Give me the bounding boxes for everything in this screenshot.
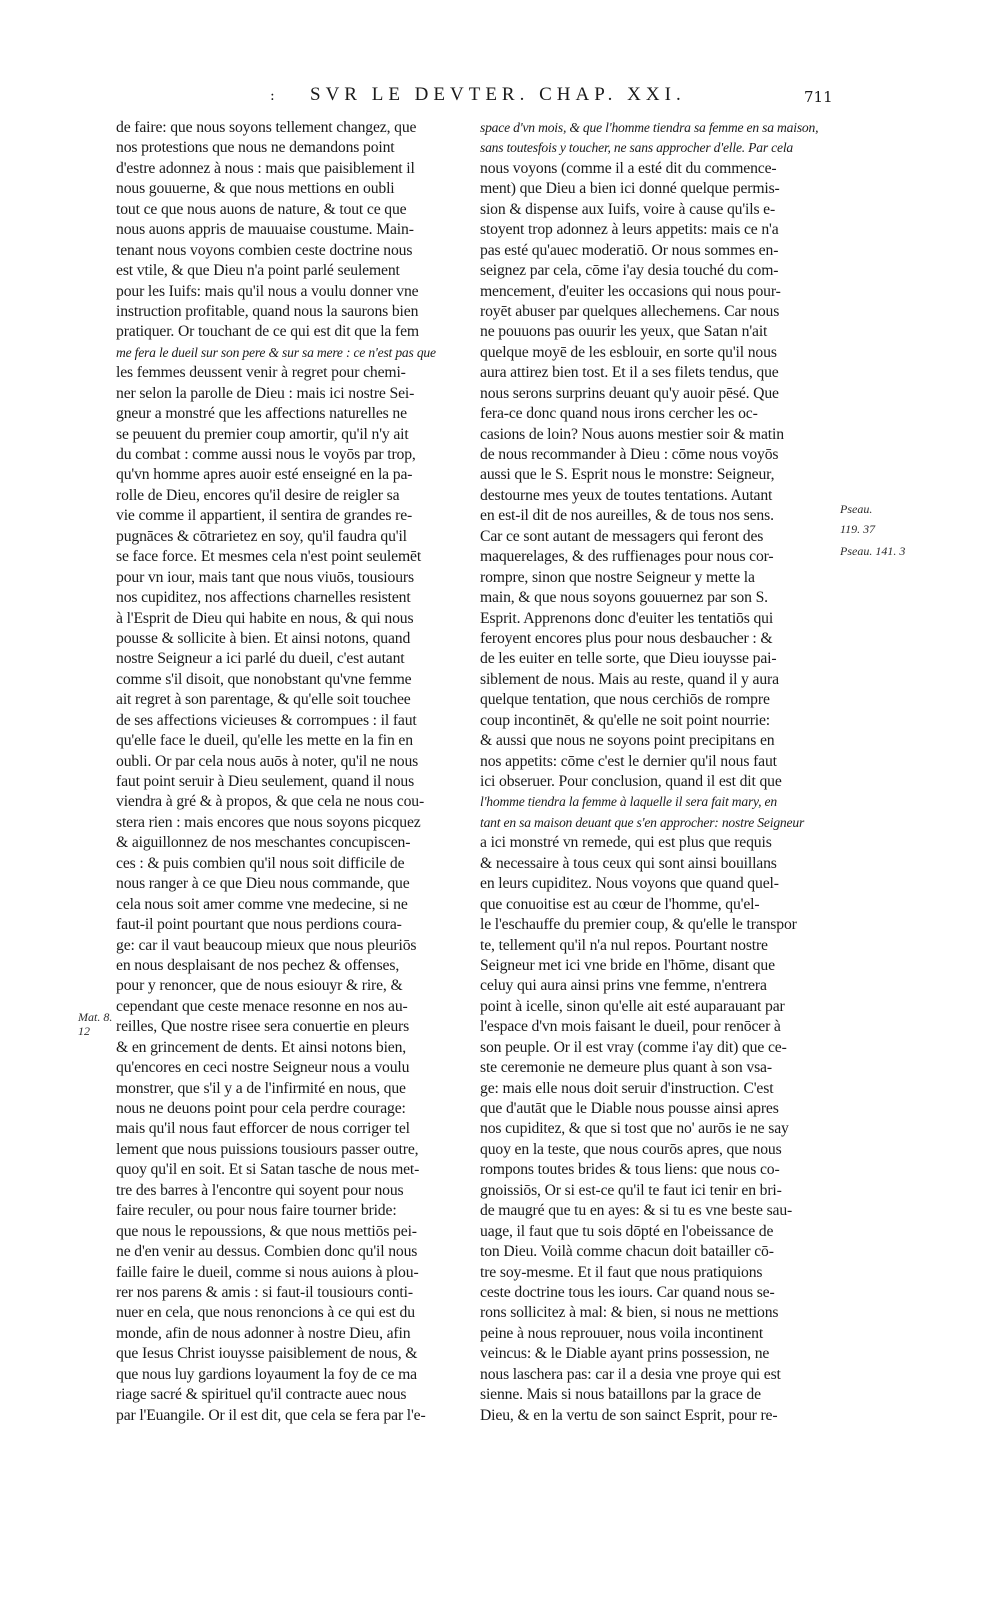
- text-line: les femmes deussent venir à regret pour chemi-: [116, 364, 406, 382]
- text-line: quoy en la teste, que nous courōs apres, que nous: [480, 1140, 782, 1158]
- text-line: nos protestions que nous ne demandons point: [116, 139, 395, 157]
- text-line: & en grincement de dents. Et ainsi notons bien,: [116, 1038, 407, 1056]
- text-line: pour vn iour, mais tant que nous viuōs, tousiours: [116, 568, 414, 586]
- text-line: instruction profitable, quand nous la saurons bien: [116, 302, 419, 320]
- text-line: seignez par cela, cōme i'ay desia touché du com-: [480, 262, 779, 280]
- text-line: pousse & sollicite à bien. Et ainsi notons, quand: [116, 629, 411, 647]
- text-line: a ici monstré vn remede, qui est plus que requis: [480, 834, 772, 852]
- text-line: ceste doctrine tous les iours. Car quand nous se-: [480, 1283, 775, 1301]
- text-line: par l'Euangile. Or il est dit, que cela se fera par l'e-: [116, 1406, 426, 1424]
- text-line: faille faire le dueil, comme si nous auions à plou-: [116, 1263, 419, 1281]
- text-line: que Iesus Christ iouysse paisiblement de nous, &: [116, 1345, 418, 1363]
- text-line: Car ce sont autant de messagers qui feront des: [480, 527, 764, 545]
- text-line: siblement de nous. Mais au reste, quand il y aura: [480, 670, 779, 688]
- text-line: tenant nous voyons combien ceste doctrine nous: [116, 241, 413, 259]
- text-line: de maugré que tu en ayes: & si tu es vne beste sau-: [480, 1202, 793, 1220]
- text-line: ste ceremonie ne demeure plus quant à son vsa-: [480, 1059, 772, 1077]
- text-line: faut-il point pourtant que nous perdions coura-: [116, 916, 402, 934]
- margin-note-psalm-1: Pseau.: [840, 502, 873, 516]
- text-line: de faire: que nous soyons tellement changez, que: [116, 119, 417, 136]
- running-head-title: SVR LE DEVTER. CHAP. XXI.: [310, 84, 686, 105]
- text-line: nous ranger à ce que Dieu nous commande, que: [116, 875, 410, 893]
- text-line: Esprit. Apprenons donc d'euiter les tentatiōs qui: [480, 609, 774, 627]
- text-line: nous auons appris de mauuaise coustume. Main-: [116, 221, 414, 239]
- text-line: point à icelle, sinon qu'elle ait esté auparauant par: [480, 997, 785, 1015]
- text-line: reilles, Que nostre risee sera conuertie en pleurs: [116, 1018, 410, 1036]
- text-line: pour les Iuifs: mais qu'il nous a voulu donner vne: [116, 282, 419, 300]
- text-line: qu'vn homme apres auoir esté enseigné en la pa-: [116, 466, 413, 484]
- text-line: me fera le dueil sur son pere & sur sa mere : ce n'est pas que: [116, 344, 436, 360]
- margin-note-psalm-2: 119. 37: [840, 522, 876, 536]
- text-line: Dieu, & en la vertu de son sainct Esprit, pour re-: [480, 1406, 778, 1424]
- text-line: pugnāces & cōtrarietez en soy, qu'il faudra qu'il: [116, 527, 407, 545]
- text-line: monstrer, que s'il y a de l'infirmité en nous, que: [116, 1079, 406, 1097]
- text-line: qu'encores en ceci nostre Seigneur nous a voulu: [116, 1059, 410, 1077]
- text-line: le l'eschauffe du premier coup, & qu'elle le transpor: [480, 916, 797, 934]
- margin-note-line: 12: [78, 1024, 90, 1038]
- page-number: 711: [804, 88, 833, 106]
- text-line: ne pouuons pas ouurir les yeux, que Satan n'ait: [480, 323, 768, 341]
- text-line: pour y renoncer, que de nous esiouyr & rire, &: [116, 977, 403, 995]
- text-line: coup incontinēt, & qu'elle ne soit point nourrie:: [480, 711, 770, 729]
- text-line: faire reculer, ou pour nous faire tourner bride:: [116, 1202, 397, 1220]
- text-line: uage, il faut que tu sois dōpté en l'obeissance de: [480, 1222, 774, 1240]
- text-line: sion & dispense aux Iuifs, voire à cause qu'ils e-: [480, 200, 776, 218]
- text-line: à l'Esprit de Dieu qui habite en nous, & qui nous: [116, 609, 414, 627]
- text-line: rons sollicitez à mal: & bien, si nous ne mettions: [480, 1304, 779, 1322]
- text-line: rompons toutes brides & tous liens: que nous co-: [480, 1161, 780, 1179]
- text-line: feroyent encores plus pour nous desbaucher : &: [480, 629, 773, 647]
- text-line: nos appetits: cōme c'est le dernier qu'il nous faut: [480, 752, 777, 770]
- text-line: en nous desplaisant de nos pechez & offenses,: [116, 956, 400, 974]
- text-line: tre des barres à l'encontre qui soyent pour nous: [116, 1181, 404, 1199]
- text-line: de les euiter en telle sorte, que Dieu iouysse pai-: [480, 650, 777, 668]
- text-line: & aussi que nous ne soyons point precipitans en: [480, 732, 775, 750]
- text-line: nous voyons (comme il a esté dit du commence-: [480, 159, 777, 177]
- text-line: qu'elle face le dueil, qu'elle les mette en la fin en: [116, 732, 413, 750]
- text-line: nous ne deuons point pour cela perdre courage:: [116, 1100, 406, 1117]
- text-line: ait regret à son parentage, & qu'elle soit touchee: [116, 691, 411, 709]
- text-line: que d'autāt que le Diable nous pousse ainsi apres: [480, 1100, 779, 1117]
- text-line: quoy qu'il en soit. Et si Satan tasche de nous met-: [116, 1161, 420, 1179]
- text-line: ne d'en venir au dessus. Combien donc qu'il nous: [116, 1243, 418, 1261]
- margin-note-psalm-3: Pseau. 141. 3: [840, 544, 906, 558]
- text-line: que nous le repoussions, & que nous mettiōs pei-: [116, 1222, 417, 1240]
- text-line: ge: mais elle nous doit seruir d'instruction. C'est: [480, 1079, 774, 1097]
- text-line: te, tellement qu'il n'a nul repos. Pourtant nostre: [480, 936, 768, 954]
- text-line: gnoissiōs, Or si est-ce qu'il te faut ici tenir en bri-: [480, 1181, 782, 1199]
- text-line: d'estre adonnez à nous : mais que paisiblement il: [116, 159, 415, 177]
- text-line: est vtile, & que Dieu n'a point parlé seulement: [116, 262, 400, 280]
- text-line: stera rien : mais encores que nous soyons picquez: [116, 813, 421, 831]
- text-line: mencement, d'euiter les occasions qui nous pour-: [480, 282, 781, 300]
- text-line: vie comme il appartient, il sentira de grandes re-: [116, 507, 413, 525]
- text-line: sienne. Mais si nous bataillons par la grace de: [480, 1386, 761, 1404]
- text-line: en est-il dit de nos aureilles, & de tous nos sens.: [480, 507, 774, 525]
- text-line: se face force. Et mesmes cela n'est point seulemēt: [116, 548, 422, 566]
- margin-note-line: Mat. 8.: [78, 1010, 113, 1024]
- text-line: ner selon la parolle de Dieu : mais ici nostre Sei-: [116, 384, 415, 402]
- text-line: lement que nous puissions tousiours passer outre,: [116, 1140, 419, 1158]
- text-line: nous serons surprins deuant qu'y auoir pēsé. Que: [480, 384, 779, 402]
- text-line: tout ce que nous auons de nature, & tout ce que: [116, 200, 407, 218]
- text-line: ment) que Dieu a bien ici donné quelque permis-: [480, 180, 780, 198]
- text-line: riage sacré & spirituel qu'il contracte auec nous: [116, 1386, 407, 1404]
- text-line: tant en sa maison deuant que s'en approcher: nostre Seigneur: [480, 814, 805, 830]
- text-line: royēt abuser par quelques allechemens. Car nous: [480, 302, 780, 320]
- text-line: oubli. Or par cela nous auōs à noter, qu'il ne nous: [116, 752, 419, 770]
- text-line: mais qu'il nous faut efforcer de nous corriger tel: [116, 1120, 410, 1138]
- text-line: sans toutesfois y toucher, ne sans approcher d'elle. Par cela: [480, 140, 794, 156]
- running-head: [0, 84, 1000, 114]
- text-line: faut point seruir à Dieu seulement, quand il nous: [116, 773, 415, 790]
- text-line: fera-ce donc quand nous irons cercher les oc-: [480, 405, 758, 423]
- text-line: aussi que le S. Esprit nous le monstre: Seigneur,: [480, 466, 775, 484]
- text-line: monde, afin de nous adonner à nostre Dieu, afin: [116, 1324, 411, 1342]
- text-line: casions de loin? Nous auons mestier soir & matin: [480, 425, 784, 443]
- text-line: veincus: & le Diable ayant prins possession, ne: [480, 1345, 770, 1363]
- text-line: gneur a monstré que les affections naturelles ne: [116, 405, 407, 423]
- left-text-column: [116, 118, 472, 1426]
- text-line: l'espace d'vn mois faisant le dueil, pour renōcer à: [480, 1018, 781, 1036]
- text-line: nuer en cela, que nous renoncions à ce qui est du: [116, 1304, 415, 1322]
- text-line: maquerelages, & des ruffienages pour nous cor-: [480, 548, 774, 566]
- text-line: comme s'il disoit, que nonobstant qu'vne femme: [116, 670, 412, 688]
- running-head-mark: :: [270, 88, 277, 104]
- text-line: que conuoitise est au cœur de l'homme, qu'el-: [480, 895, 760, 913]
- text-line: space d'vn mois, & que l'homme tiendra sa femme en sa maison,: [480, 120, 819, 135]
- text-line: de ses affections vicieuses & corrompues : il faut: [116, 711, 417, 729]
- text-line: pas esté qu'auec moderatiō. Or nous sommes en-: [480, 241, 779, 259]
- text-line: en leurs cupiditez. Nous voyons que quand quel-: [480, 875, 779, 893]
- text-line: quelque tentation, que nous cerchiōs de rompre: [480, 691, 770, 709]
- text-line: nous laschera pas: car il a desia vne proye qui est: [480, 1365, 781, 1383]
- text-line: du combat : comme aussi nous le voyōs par trop,: [116, 446, 416, 463]
- text-line: peine à nous reprouuer, nous voila incontinent: [480, 1324, 764, 1342]
- text-line: nous gouuerne, & que nous mettions en oubli: [116, 180, 395, 198]
- text-line: nostre Seigneur a ici parlé du dueil, c'est autant: [116, 650, 405, 668]
- text-line: celuy qui aura ainsi prins vne femme, n'entrera: [480, 977, 767, 995]
- text-line: rer nos parens & amis : si faut-il tousiours conti-: [116, 1283, 413, 1301]
- text-line: destourne mes yeux de toutes tentations. Autant: [480, 486, 773, 504]
- text-line: tre soy-mesme. Et il faut que nous pratiquions: [480, 1263, 763, 1281]
- text-line: rolle de Dieu, encores qu'il desire de reigler sa: [116, 486, 400, 504]
- text-line: & aiguillonnez de nos meschantes concupiscen-: [116, 834, 411, 852]
- text-line: ton Dieu. Voilà comme chacun doit batailler cō-: [480, 1243, 774, 1261]
- margin-note-matthew: [78, 1010, 112, 1038]
- text-line: que nous luy gardions loyaument la foy de ce ma: [116, 1365, 417, 1383]
- text-line: nos cupiditez, & que si tost que no' aurōs ie ne say: [480, 1120, 789, 1138]
- text-line: l'homme tiendra la femme à laquelle il sera fait mary, en: [480, 794, 777, 810]
- text-line: Seigneur met ici vne bride en l'hōme, disant que: [480, 956, 775, 974]
- text-line: & necessaire à tous ceux qui sont ainsi bouillans: [480, 854, 777, 872]
- text-line: ge: car il vaut beaucoup mieux que nous pleuriōs: [116, 936, 417, 954]
- text-line: de nous recommander à Dieu : cōme nous voyōs: [480, 446, 779, 463]
- text-line: ici obseruer. Pour conclusion, quand il est dit que: [480, 773, 782, 790]
- text-line: stoyent trop adonnez à leurs appetits: mais ce n'a: [480, 221, 779, 239]
- text-line: nos cupiditez, nos affections charnelles resistent: [116, 589, 411, 607]
- text-line: main, & que nous soyons gouuernez par son S.: [480, 589, 768, 607]
- text-line: viendra à gré & à propos, & que cela ne nous cou-: [116, 793, 425, 811]
- text-line: cela nous soit amer comme vne medecine, si ne: [116, 895, 408, 913]
- text-line: cependant que ceste menace resonne en nos au-: [116, 997, 408, 1015]
- text-line: se peuuent du premier coup amortir, qu'il n'y ait: [116, 425, 409, 443]
- text-line: pratiquer. Or touchant de ce qui est dit que la fem: [116, 323, 419, 341]
- text-line: ces : & puis combien qu'il nous soit difficile de: [116, 854, 405, 872]
- text-line: rompre, sinon que nostre Seigneur y mette la: [480, 568, 755, 586]
- text-line: son peuple. Or il est vray (comme i'ay dit) que ce-: [480, 1038, 787, 1056]
- right-text-column: [480, 118, 836, 1426]
- text-line: quelque moyē de les esblouir, en sorte qu'il nous: [480, 343, 777, 361]
- text-line: aura attirez bien tost. Et il a ses filets tendus, que: [480, 364, 779, 382]
